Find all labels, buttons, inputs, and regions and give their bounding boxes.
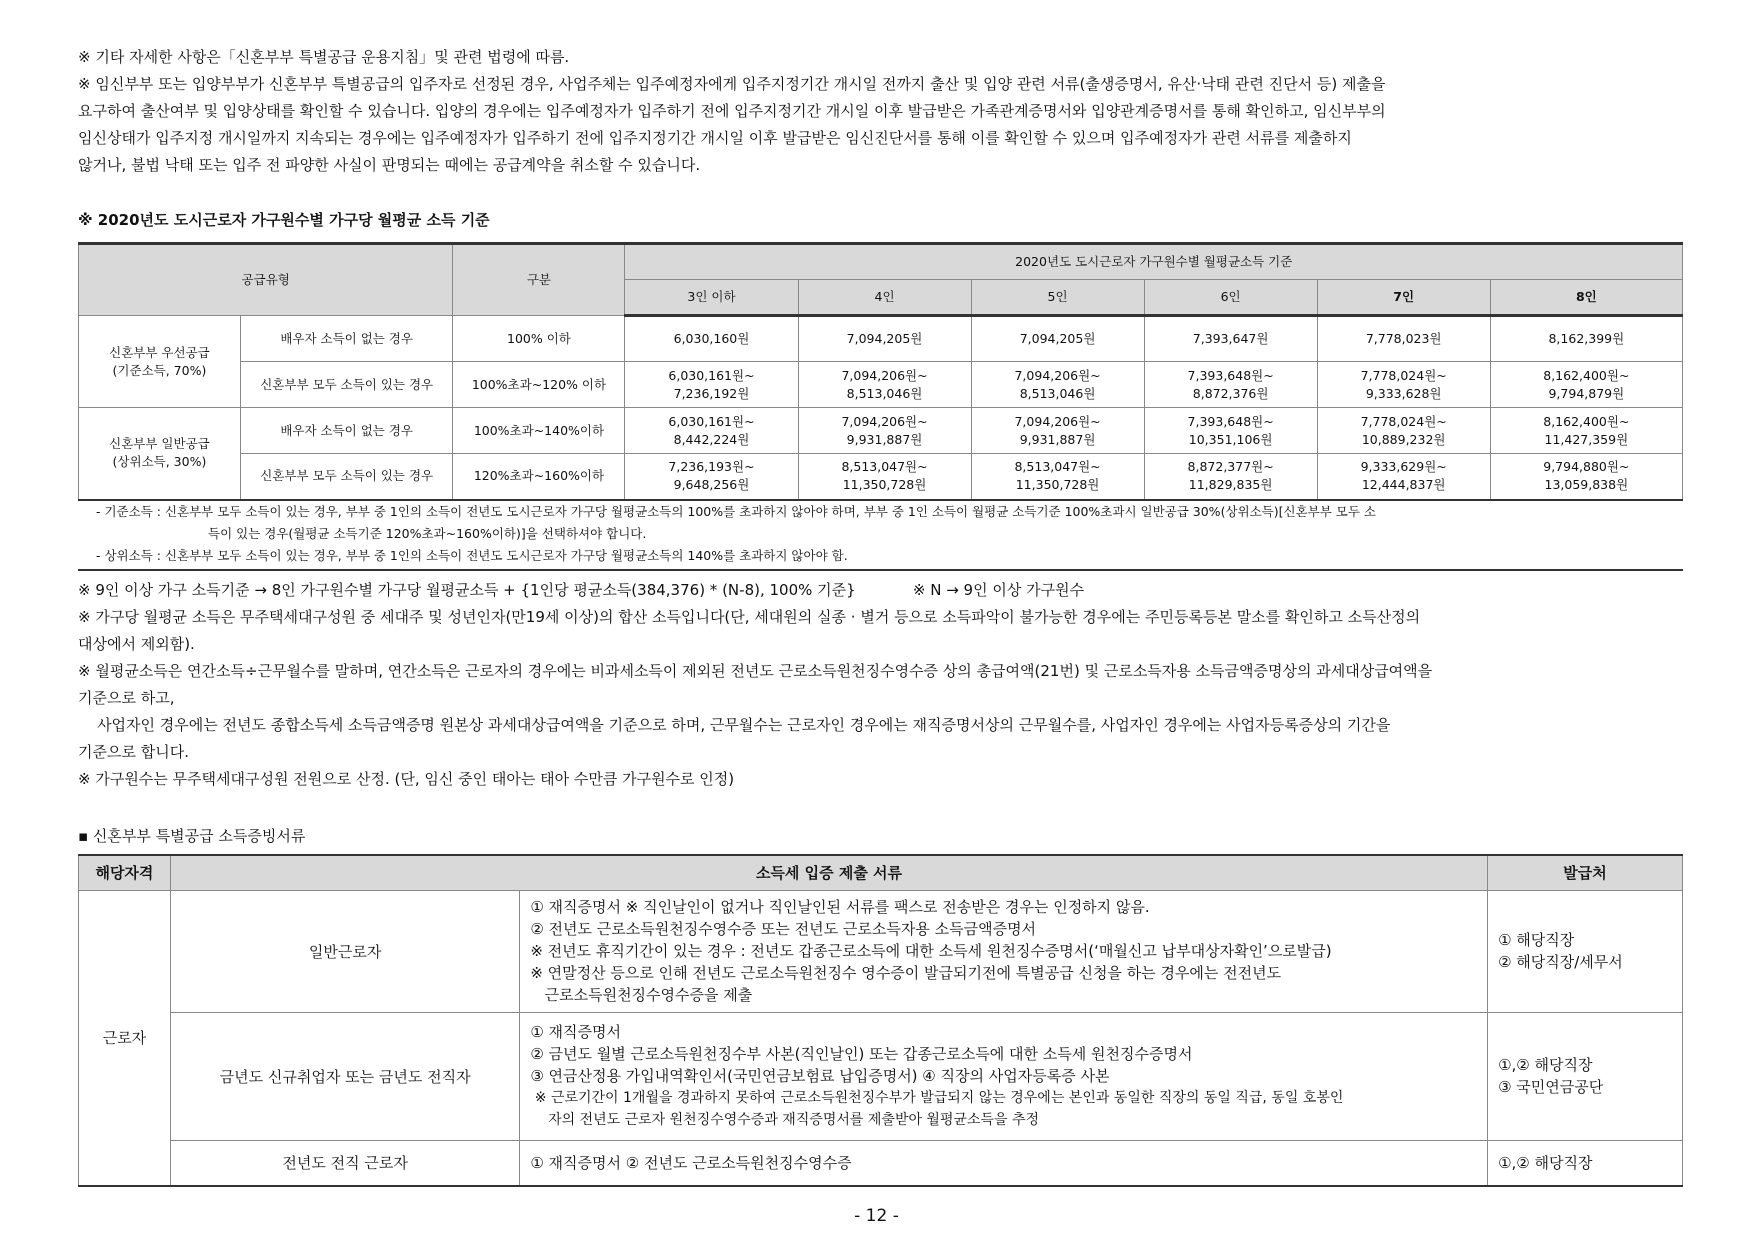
income-standard-table [78, 242, 1683, 501]
table-row [79, 1012, 1683, 1140]
income-section-title: ※ 2020년도 도시근로자 가구원수별 가구당 월평균 소득 기준 [78, 211, 490, 229]
note-line: 임신상태가 입주지정 개시일까지 지속되는 경우에는 입주예정자가 입주하기 전에 입주지정기간 개시일 이후 발급받은 임신진단서를 통해 이를 확인할 수 있으며 입주예정자가 관련 서류를 제출하지 [78, 129, 1352, 147]
value-cell: 7,094,206원~ 8,513,046원 [971, 362, 1144, 408]
value-cell: 8,162,400원~ 9,794,879원 [1490, 362, 1682, 408]
note-line: ※ 임신부부 또는 입양부부가 신혼부부 특별공급의 입주자로 선정된 경우, 사업주체는 입주예정자에게 입주지정기간 개시일 전까지 출산 및 입양 관련 서류(출생증명서, 유산·낙태 관련 진단서 등) 제출을 [78, 75, 1386, 93]
value-cell: 8,872,377원~ 11,829,835원 [1144, 454, 1317, 500]
table-row [79, 408, 1683, 454]
header-income-standard: 2020년도 도시근로자 가구원수별 월평균소득 기준 [625, 244, 1683, 280]
table-row [79, 1140, 1683, 1186]
notes-top [78, 44, 1678, 179]
group-name: 신혼부부 일반공급 (상위소득, 30%) [79, 408, 241, 500]
header-size: 7인 [1317, 280, 1490, 316]
case-cell: 배우자 소득이 없는 경우 [240, 316, 453, 362]
ratio-cell: 100% 이하 [453, 316, 625, 362]
case-cell: 신혼부부 모두 소득이 있는 경우 [240, 362, 453, 408]
header-category: 구분 [453, 244, 625, 316]
value-cell: 7,393,648원~ 10,351,106원 [1144, 408, 1317, 454]
worker-type-cell: 금년도 신규취업자 또는 금년도 전직자 [170, 1012, 519, 1140]
header-issuer: 발급처 [1488, 855, 1683, 891]
documents-cell: ① 재직증명서 ② 전년도 근로소득원천징수영수증 [520, 1140, 1488, 1186]
value-cell: 7,094,205원 [798, 316, 971, 362]
group-name: 신혼부부 우선공급 (기준소득, 70%) [79, 316, 241, 408]
note-line: 사업자인 경우에는 전년도 종합소득세 소득금액증명 원본상 과세대상급여액을 기준으로 하며, 근무월수는 근로자인 경우에는 재직증명서상의 근무월수를, 사업자인 경우에는 사업자등록증상의 기간을 [78, 715, 1391, 734]
documents-cell: ① 재직증명서 ※ 직인날인이 없거나 직인날인된 서류를 팩스로 전송받은 경우는 인정하지 않음. ② 전년도 근로소득원천징수영수증 또는 전년도 근로소득자용 소득금액증명서 ※ 전년도 휴직기간이 있는 경우 : 전년도 갑종근로소득에 대한 소득세 원천징수증명서(‘매월신고 납부대상자확인’으로발급) ※ 연말정산 등으로 인해 전년도 근로소득원천징수 영수증이 발급되기전에 특별공급 신청을 하는 경우에는 전전년도 근로소득원천징수영수증을 제출 [520, 890, 1488, 1012]
ratio-cell: 120%초과~160%이하 [453, 454, 625, 500]
case-cell: 신혼부부 모두 소득이 있는 경우 [240, 454, 453, 500]
value-cell: 7,094,206원~ 9,931,887원 [971, 408, 1144, 454]
header-supply-type: 공급유형 [79, 244, 453, 316]
income-table-footnotes [78, 501, 1683, 571]
issuer-cell: ①,② 해당직장 [1488, 1140, 1683, 1186]
issuer-cell: ① 해당직장 ② 해당직장/세무서 [1488, 890, 1683, 1012]
note-line: 기준으로 합니다. [78, 742, 189, 761]
qualification-cell: 근로자 [79, 890, 171, 1186]
table-row [79, 890, 1683, 1012]
issuer-cell: ①,② 해당직장 ③ 국민연금공단 [1488, 1012, 1683, 1140]
header-documents: 소득세 입증 제출 서류 [170, 855, 1487, 891]
table-row [79, 454, 1683, 500]
value-cell: 7,094,206원~ 9,931,887원 [798, 408, 971, 454]
value-cell: 8,513,047원~ 11,350,728원 [798, 454, 971, 500]
table-row [79, 362, 1683, 408]
header-size: 4인 [798, 280, 971, 316]
note-line: 기준으로 하고, [78, 688, 175, 707]
value-cell: 7,236,193원~ 9,648,256원 [625, 454, 798, 500]
note-line: ※ 월평균소득은 연간소득÷근무월수를 말하며, 연간소득은 근로자의 경우에는 비과세소득이 제외된 전년도 근로소득원천징수영수증 상의 총급여액(21번) 및 근로소득자용 소득금액증명상의 과세대상급여액을 [78, 661, 1433, 680]
worker-type-cell: 전년도 전직 근로자 [170, 1140, 519, 1186]
note-line: ※ 9인 이상 가구 소득기준 → 8인 가구원수별 가구당 월평균소득 + {1인당 평균소득(384,376) * (N-8), 100% 기준} ※ N → 9인 이상 가구원수 [78, 580, 1085, 599]
value-cell: 7,393,647원 [1144, 316, 1317, 362]
header-qualification: 해당자격 [79, 855, 171, 891]
value-cell: 9,794,880원~ 13,059,838원 [1490, 454, 1682, 500]
value-cell: 7,778,024원~ 9,333,628원 [1317, 362, 1490, 408]
value-cell: 6,030,161원~ 8,442,224원 [625, 408, 798, 454]
document-page [78, 44, 1678, 1187]
footnote-line: - 기준소득 : 신혼부부 모두 소득이 있는 경우, 부부 중 1인의 소득이 전년도 도시근로자 가구당 월평균소득의 100%를 초과하지 않아야 하며, 부부 중 1인 소득이 월평균 소득기준 100%초과시 일반공급 30%(상위소득)[신혼부부 모두 소 [96, 503, 1376, 519]
worker-type-cell: 일반근로자 [170, 890, 519, 1012]
value-cell: 7,094,205원 [971, 316, 1144, 362]
note-line: ※ 기타 자세한 사항은「신혼부부 특별공급 운용지침」및 관련 법령에 따름. [78, 48, 570, 66]
value-cell: 6,030,160원 [625, 316, 798, 362]
ratio-cell: 100%초과~120% 이하 [453, 362, 625, 408]
footnote-line: - 상위소득 : 신혼부부 모두 소득이 있는 경우, 부부 중 1인의 소득이 전년도 도시근로자 가구당 월평균소득의 140%를 초과하지 않아야 함. [96, 547, 848, 563]
value-cell: 8,162,399원 [1490, 316, 1682, 362]
page-number: - 12 - [854, 1206, 899, 1226]
documents-cell: ① 재직증명서 ② 금년도 월별 근로소득원천징수부 사본(직인날인) 또는 갑종근로소득에 대한 소득세 원천징수증명서 ③ 연금산정용 가입내역확인서(국민연금보험료 납입증명서) ④ 직장의 사업자등록증 사본 ※ 근로기간이 1개월을 경과하지 못하여 근로소득원천징수부가 발급되지 않는 경우에는 본인과 동일한 직장의 동일 직급, 동일 호봉인 자의 전년도 근로자 원천징수영수증과 재직증명서를 제출받아 월평균소득을 추정 [520, 1012, 1488, 1140]
note-line: 대상에서 제외함). [78, 634, 195, 653]
header-size: 5인 [971, 280, 1144, 316]
value-cell: 8,513,047원~ 11,350,728원 [971, 454, 1144, 500]
income-proof-documents-table [78, 854, 1683, 1188]
table-row [79, 316, 1683, 362]
footnote-line: 득이 있는 경우(월평균 소득기준 120%초과~160%이하)]을 선택하셔야 합니다. [208, 525, 647, 541]
header-size: 8인 [1490, 280, 1682, 316]
notes-mid [78, 577, 1678, 793]
note-line: 않거나, 불법 낙태 또는 입주 전 파양한 사실이 판명되는 때에는 공급계약을 취소할 수 있습니다. [78, 156, 701, 174]
value-cell: 7,094,206원~ 8,513,046원 [798, 362, 971, 408]
note-line: 요구하여 출산여부 및 입양상태를 확인할 수 있습니다. 입양의 경우에는 입주예정자가 입주하기 전에 입주지정기간 개시일 이후 발급받은 가족관계증명서와 입양관계증명서를 통해 확인하고, 임신부부의 [78, 102, 1386, 120]
docs-section-title: ▪ 신혼부부 특별공급 소득증빙서류 [78, 826, 306, 845]
value-cell: 7,778,023원 [1317, 316, 1490, 362]
value-cell: 6,030,161원~ 7,236,192원 [625, 362, 798, 408]
note-line: ※ 가구원수는 무주택세대구성원 전원으로 산정. (단, 임신 중인 태아는 태아 수만큼 가구원수로 인정) [78, 769, 735, 788]
header-size: 6인 [1144, 280, 1317, 316]
case-cell: 배우자 소득이 없는 경우 [240, 408, 453, 454]
note-line: ※ 가구당 월평균 소득은 무주택세대구성원 중 세대주 및 성년인자(만19세 이상)의 합산 소득입니다(단, 세대원의 실종 · 별거 등으로 소득파악이 불가능한 경우에는 주민등록등본 말소를 확인하고 소득산정의 [78, 607, 1421, 626]
value-cell: 7,393,648원~ 8,872,376원 [1144, 362, 1317, 408]
value-cell: 8,162,400원~ 11,427,359원 [1490, 408, 1682, 454]
ratio-cell: 100%초과~140%이하 [453, 408, 625, 454]
value-cell: 7,778,024원~ 10,889,232원 [1317, 408, 1490, 454]
header-size: 3인 이하 [625, 280, 798, 316]
value-cell: 9,333,629원~ 12,444,837원 [1317, 454, 1490, 500]
